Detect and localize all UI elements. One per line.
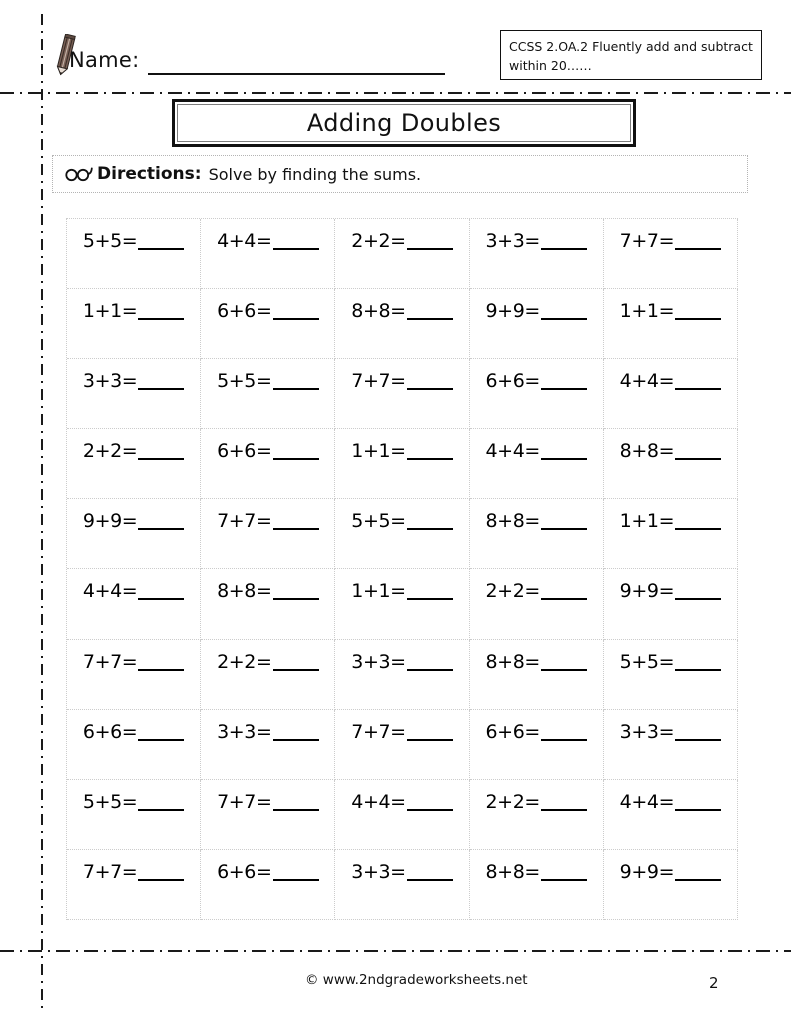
problem-cell[interactable] <box>67 429 201 499</box>
problem-expression: 8+8= <box>485 860 540 883</box>
problem-expression: 7+7= <box>351 370 406 393</box>
answer-blank[interactable] <box>541 458 587 460</box>
problem-expression: 4+4= <box>351 790 406 813</box>
problem-cell[interactable] <box>604 850 738 920</box>
problem <box>67 300 200 322</box>
problem-cell[interactable] <box>470 710 604 780</box>
problem <box>67 791 200 813</box>
problem <box>201 230 334 252</box>
answer-blank[interactable] <box>273 809 319 811</box>
problem-cell[interactable] <box>470 499 604 569</box>
problem-expression: 9+9= <box>619 580 675 603</box>
problem-cell[interactable] <box>67 780 201 850</box>
problem <box>335 440 468 462</box>
problem-expression: 2+2= <box>82 440 138 463</box>
problem-expression: 2+2= <box>217 650 272 673</box>
answer-blank[interactable] <box>675 598 721 600</box>
problem-expression: 4+4= <box>217 230 272 252</box>
problem-cell[interactable] <box>470 640 604 710</box>
problem-cell[interactable] <box>335 429 469 499</box>
problem-cell[interactable] <box>67 710 201 780</box>
answer-blank[interactable] <box>407 528 453 530</box>
problem-cell[interactable] <box>201 359 335 429</box>
problem-cell[interactable] <box>335 499 469 569</box>
problem <box>470 861 603 883</box>
problem <box>470 230 603 252</box>
answer-blank[interactable] <box>273 669 319 671</box>
problem-cell[interactable] <box>67 289 201 359</box>
problem-expression: 5+5= <box>82 230 138 252</box>
problem-expression: 7+7= <box>217 790 272 813</box>
problem <box>67 370 200 392</box>
problem-expression: 4+4= <box>82 580 138 603</box>
problem <box>604 721 737 743</box>
answer-blank[interactable] <box>407 669 453 671</box>
answer-blank[interactable] <box>675 669 721 671</box>
answer-blank[interactable] <box>138 669 184 671</box>
footer-credit: © www.2ndgradeworksheets.net <box>305 972 528 988</box>
answer-blank[interactable] <box>541 669 587 671</box>
problem <box>201 580 334 602</box>
problem <box>604 370 737 392</box>
answer-blank[interactable] <box>138 879 184 881</box>
problem <box>604 580 737 602</box>
answer-blank[interactable] <box>541 248 587 250</box>
problem-cell[interactable] <box>67 569 201 639</box>
problem-expression: 3+3= <box>82 370 138 393</box>
problem-grid <box>66 218 738 920</box>
problem-cell[interactable] <box>201 219 335 289</box>
problem-expression: 8+8= <box>619 440 675 463</box>
problem-cell[interactable] <box>604 710 738 780</box>
problem-expression: 3+3= <box>351 860 406 883</box>
problem <box>604 651 737 673</box>
ccss-standard-text: CCSS 2.OA.2 Fluently add and subtract within 20…… <box>509 39 753 73</box>
problem-expression: 1+1= <box>619 510 675 533</box>
problem-cell[interactable] <box>201 710 335 780</box>
name-input-line[interactable] <box>148 73 445 75</box>
problem-expression: 5+5= <box>351 510 406 533</box>
problem-cell[interactable] <box>201 780 335 850</box>
answer-blank[interactable] <box>675 458 721 460</box>
problem-expression: 1+1= <box>351 580 406 603</box>
problem <box>470 651 603 673</box>
problem <box>67 230 200 252</box>
problem-expression: 6+6= <box>217 860 272 883</box>
problem <box>67 510 200 532</box>
answer-blank[interactable] <box>675 528 721 530</box>
answer-blank[interactable] <box>138 809 184 811</box>
page-title: Adding Doubles <box>306 109 502 137</box>
problem-expression: 7+7= <box>82 860 138 883</box>
title-box-inner-border <box>177 104 631 142</box>
name-row <box>52 32 472 84</box>
problem <box>335 791 468 813</box>
answer-blank[interactable] <box>541 528 587 530</box>
problem-cell[interactable] <box>201 499 335 569</box>
answer-blank[interactable] <box>138 248 184 250</box>
problem <box>335 370 468 392</box>
problem-cell[interactable] <box>335 640 469 710</box>
answer-blank[interactable] <box>407 458 453 460</box>
problem-expression: 7+7= <box>619 230 675 252</box>
problem-cell[interactable] <box>335 569 469 639</box>
problem-expression: 3+3= <box>485 230 540 252</box>
problem-cell[interactable] <box>470 569 604 639</box>
problem <box>201 510 334 532</box>
problem-expression: 8+8= <box>485 510 540 533</box>
guide-line-horizontal-bottom <box>0 950 791 952</box>
problem-cell[interactable] <box>604 289 738 359</box>
problem <box>335 230 468 252</box>
answer-blank[interactable] <box>273 739 319 741</box>
answer-blank[interactable] <box>407 879 453 881</box>
answer-blank[interactable] <box>273 318 319 320</box>
problem-cell[interactable] <box>604 780 738 850</box>
problem-expression: 4+4= <box>619 790 675 813</box>
problem <box>604 861 737 883</box>
problem-cell[interactable] <box>604 499 738 569</box>
problem-expression: 9+9= <box>82 510 138 533</box>
problem-expression: 4+4= <box>619 370 675 393</box>
answer-blank[interactable] <box>541 739 587 741</box>
problem-expression: 7+7= <box>82 650 138 673</box>
problem <box>67 440 200 462</box>
answer-blank[interactable] <box>273 879 319 881</box>
answer-blank[interactable] <box>675 879 721 881</box>
glasses-icon <box>63 165 93 183</box>
directions-box <box>52 155 748 193</box>
problem <box>201 300 334 322</box>
problem-expression: 5+5= <box>619 650 675 673</box>
problem-expression: 9+9= <box>619 860 675 883</box>
problem-expression: 9+9= <box>485 300 540 323</box>
problem <box>470 721 603 743</box>
problem-cell[interactable] <box>67 850 201 920</box>
problem-cell[interactable] <box>201 289 335 359</box>
answer-blank[interactable] <box>138 739 184 741</box>
answer-blank[interactable] <box>407 318 453 320</box>
answer-blank[interactable] <box>675 318 721 320</box>
problem <box>67 651 200 673</box>
problem-expression: 6+6= <box>217 300 272 323</box>
problem-cell[interactable] <box>470 359 604 429</box>
problem-expression: 6+6= <box>217 440 272 463</box>
answer-blank[interactable] <box>675 809 721 811</box>
problem <box>201 861 334 883</box>
problem-cell[interactable] <box>604 429 738 499</box>
problem-cell[interactable] <box>201 569 335 639</box>
page-number: 2 <box>709 974 719 992</box>
problem-expression: 3+3= <box>351 650 406 673</box>
problem <box>470 580 603 602</box>
problem-expression: 1+1= <box>351 440 406 463</box>
problem-cell[interactable] <box>67 499 201 569</box>
problem-cell[interactable] <box>604 359 738 429</box>
problem <box>67 721 200 743</box>
problem <box>604 230 737 252</box>
problem <box>335 580 468 602</box>
answer-blank[interactable] <box>273 528 319 530</box>
answer-blank[interactable] <box>138 318 184 320</box>
problem <box>335 300 468 322</box>
name-label: Name: <box>69 48 140 72</box>
problem-cell[interactable] <box>604 569 738 639</box>
problem <box>335 721 468 743</box>
directions-label: Directions: <box>97 164 202 184</box>
problem-expression: 1+1= <box>619 300 675 323</box>
answer-blank[interactable] <box>407 388 453 390</box>
problem-expression: 5+5= <box>217 370 272 393</box>
problem-expression: 3+3= <box>217 720 272 743</box>
problem-cell[interactable] <box>470 429 604 499</box>
problem-expression: 6+6= <box>485 720 540 743</box>
problem-expression: 7+7= <box>351 720 406 743</box>
problem-expression: 6+6= <box>82 720 138 743</box>
problem-cell[interactable] <box>67 219 201 289</box>
problem-cell[interactable] <box>67 359 201 429</box>
problem <box>67 861 200 883</box>
problem-cell[interactable] <box>67 640 201 710</box>
problem-expression: 6+6= <box>485 370 540 393</box>
problem <box>604 300 737 322</box>
problem-expression: 4+4= <box>485 440 540 463</box>
problem <box>604 440 737 462</box>
problem-cell[interactable] <box>470 780 604 850</box>
problem <box>470 791 603 813</box>
problem <box>201 791 334 813</box>
answer-blank[interactable] <box>407 809 453 811</box>
problem-expression: 2+2= <box>485 580 540 603</box>
problem-cell[interactable] <box>335 850 469 920</box>
answer-blank[interactable] <box>541 598 587 600</box>
problem <box>201 370 334 392</box>
problem <box>201 440 334 462</box>
answer-blank[interactable] <box>675 739 721 741</box>
problem <box>470 510 603 532</box>
answer-blank[interactable] <box>675 248 721 250</box>
problem <box>470 370 603 392</box>
problem-cell[interactable] <box>335 359 469 429</box>
answer-blank[interactable] <box>675 388 721 390</box>
problem-expression: 5+5= <box>82 790 138 813</box>
problem-cell[interactable] <box>470 219 604 289</box>
problem-cell[interactable] <box>335 219 469 289</box>
problem-cell[interactable] <box>335 780 469 850</box>
answer-blank[interactable] <box>541 318 587 320</box>
guide-line-vertical <box>41 14 43 1014</box>
answer-blank[interactable] <box>138 598 184 600</box>
problem <box>335 651 468 673</box>
problem <box>470 300 603 322</box>
problem-cell[interactable] <box>604 640 738 710</box>
problem-expression: 1+1= <box>82 300 138 323</box>
problem-expression: 8+8= <box>351 300 406 323</box>
answer-blank[interactable] <box>541 388 587 390</box>
problem <box>604 510 737 532</box>
answer-blank[interactable] <box>273 388 319 390</box>
answer-blank[interactable] <box>273 458 319 460</box>
title-box <box>172 99 636 147</box>
problem-cell[interactable] <box>335 710 469 780</box>
guide-line-horizontal-top <box>0 92 791 94</box>
answer-blank[interactable] <box>541 809 587 811</box>
problem-cell[interactable] <box>335 289 469 359</box>
answer-blank[interactable] <box>407 598 453 600</box>
answer-blank[interactable] <box>273 248 319 250</box>
problem-cell[interactable] <box>201 640 335 710</box>
answer-blank[interactable] <box>138 528 184 530</box>
problem-cell[interactable] <box>201 850 335 920</box>
answer-blank[interactable] <box>407 248 453 250</box>
problem <box>604 791 737 813</box>
problem <box>67 580 200 602</box>
problem-cell[interactable] <box>470 289 604 359</box>
directions-text: Solve by finding the sums. <box>208 164 422 184</box>
problem-expression: 3+3= <box>619 720 675 743</box>
answer-blank[interactable] <box>138 388 184 390</box>
problem-expression: 7+7= <box>217 510 272 533</box>
problem-cell[interactable] <box>604 219 738 289</box>
answer-blank[interactable] <box>138 458 184 460</box>
answer-blank[interactable] <box>273 598 319 600</box>
problem-cell[interactable] <box>470 850 604 920</box>
problem <box>201 651 334 673</box>
problem <box>335 510 468 532</box>
problem <box>201 721 334 743</box>
problem-cell[interactable] <box>201 429 335 499</box>
answer-blank[interactable] <box>541 879 587 881</box>
answer-blank[interactable] <box>407 739 453 741</box>
problem <box>335 861 468 883</box>
problem-expression: 2+2= <box>351 230 406 252</box>
problem-expression: 2+2= <box>485 790 540 813</box>
problem-expression: 8+8= <box>217 580 272 603</box>
problem-expression: 8+8= <box>485 650 540 673</box>
ccss-standard-box <box>500 30 762 80</box>
problem <box>470 440 603 462</box>
